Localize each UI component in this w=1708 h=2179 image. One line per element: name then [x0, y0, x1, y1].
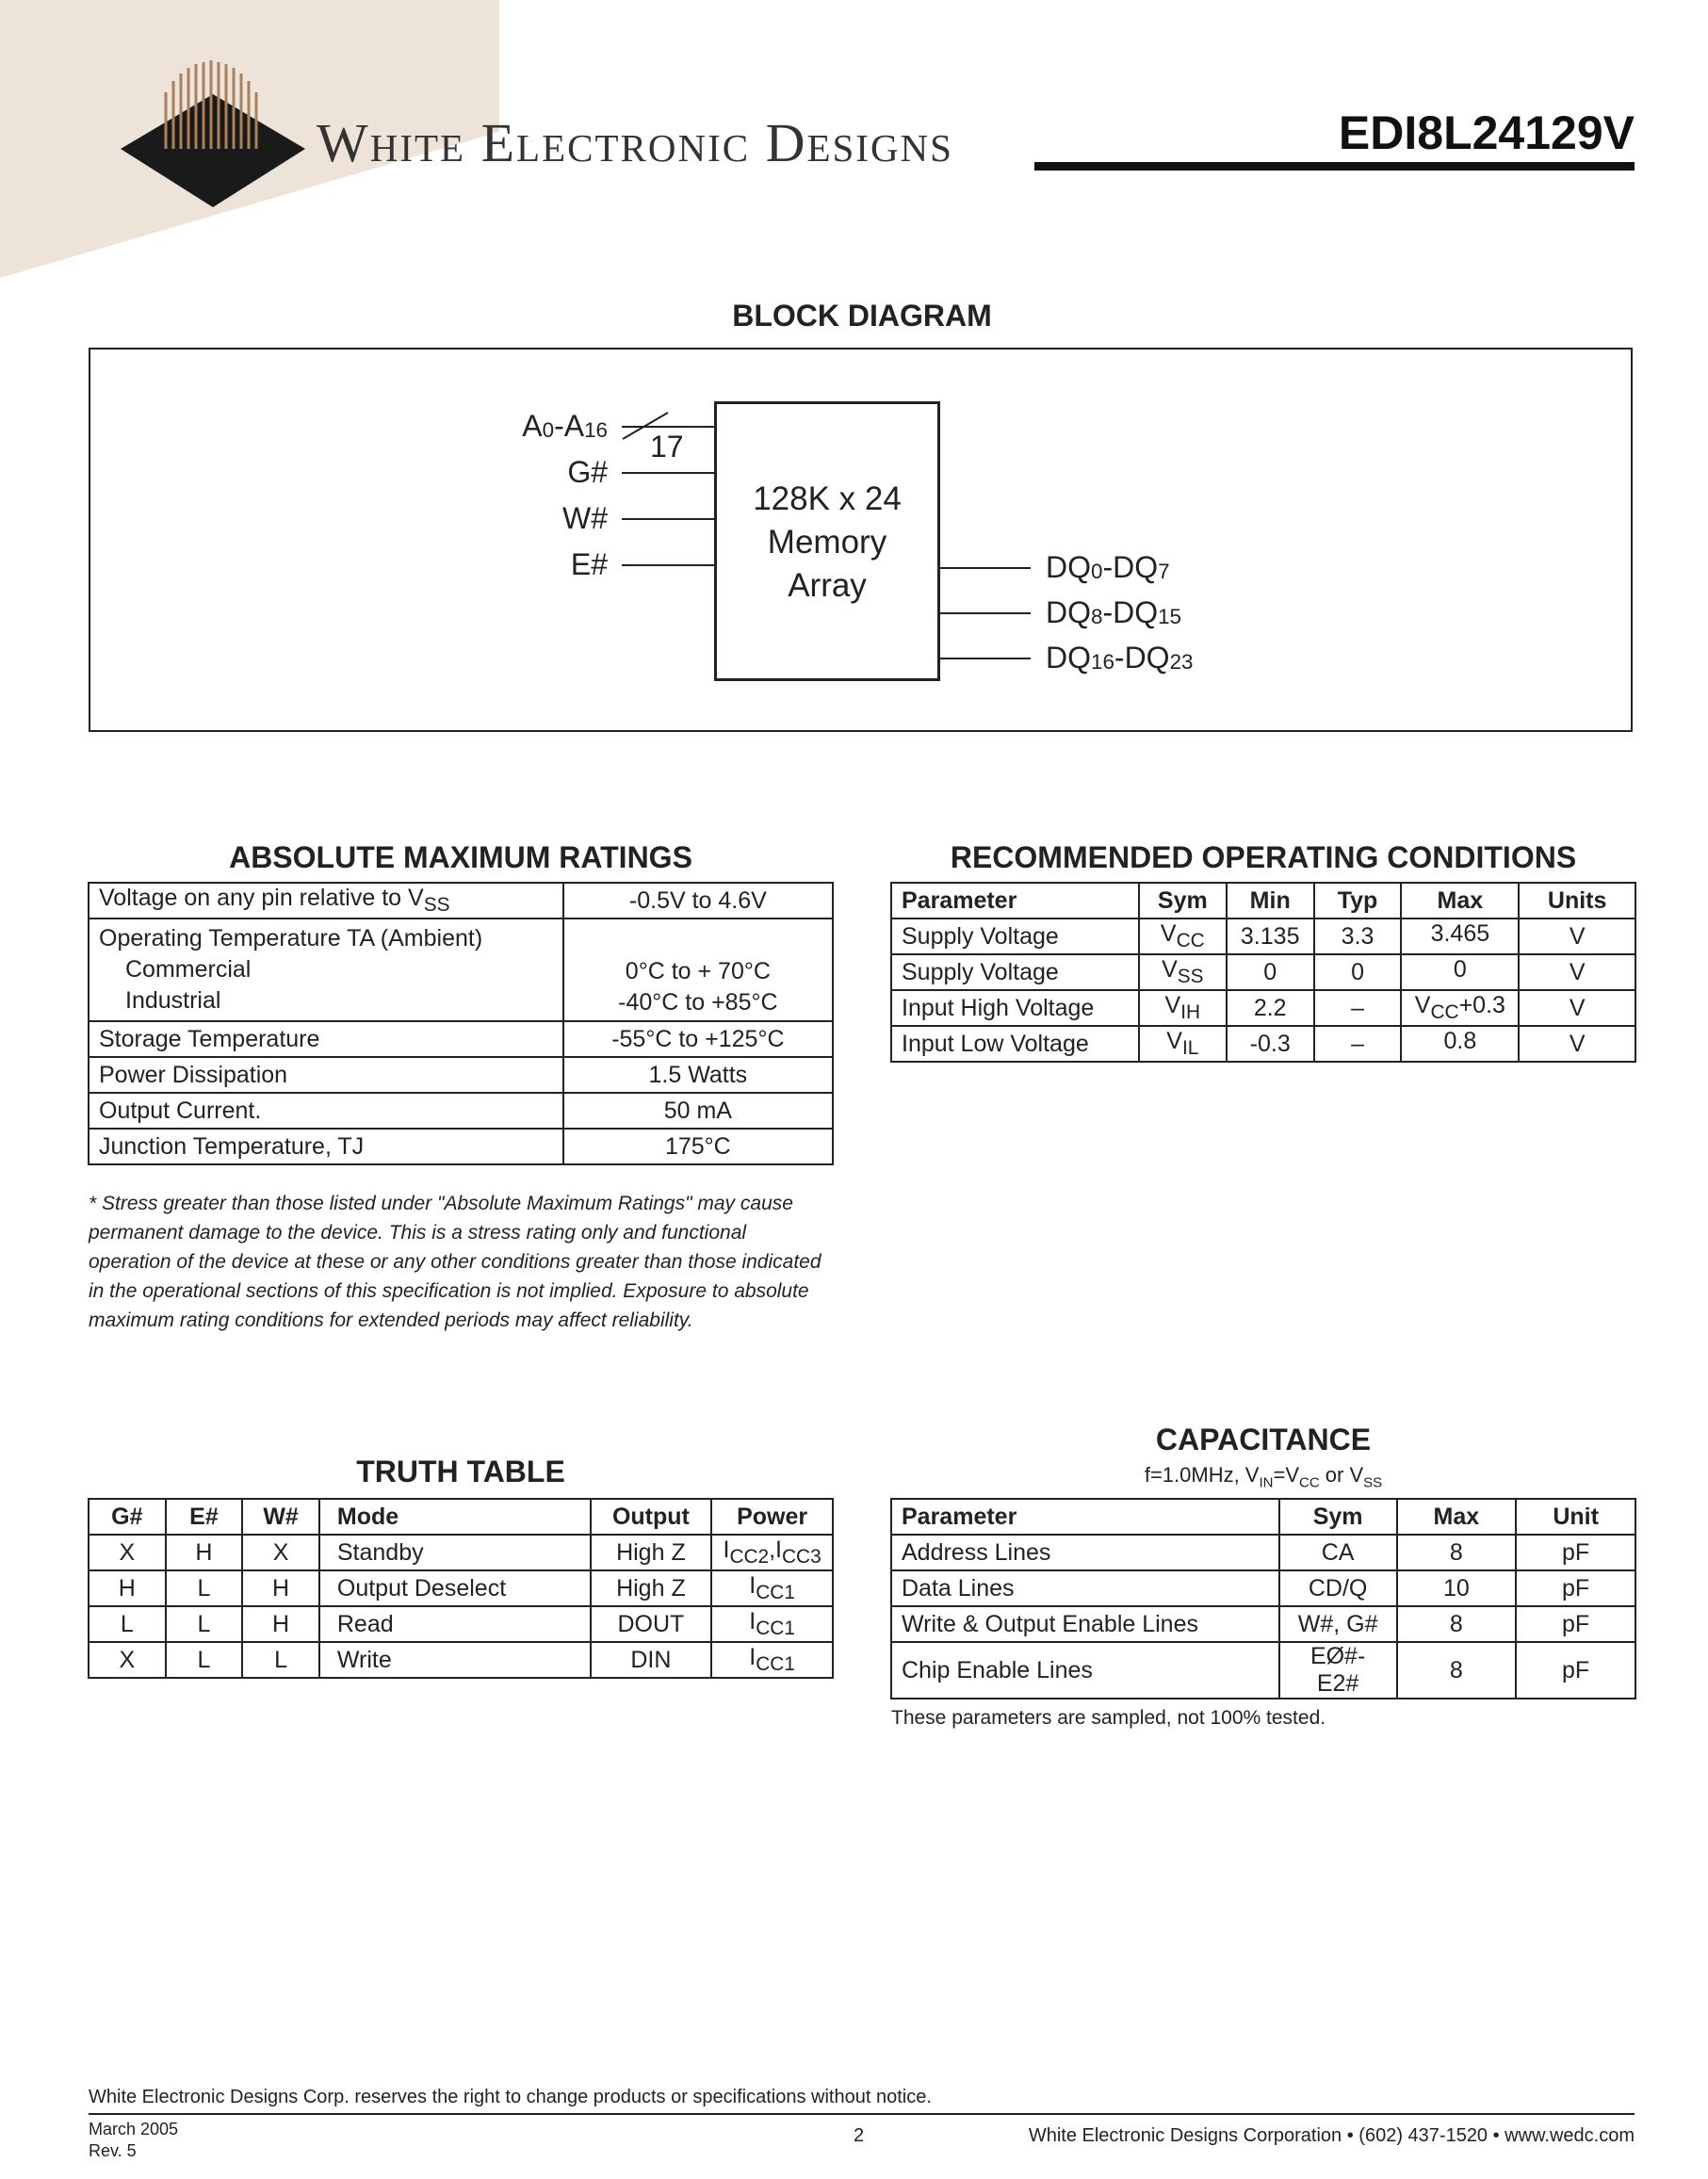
unit-cell: pF [1516, 1642, 1635, 1699]
industrial-value: -40°C to +85°C [618, 989, 778, 1016]
dq-line-2 [940, 612, 1031, 614]
memory-line-3: Array [788, 567, 867, 604]
w-cell: L [242, 1642, 319, 1678]
min-cell: 2.2 [1227, 990, 1314, 1026]
memory-line-1: 128K x 24 [753, 480, 902, 517]
footer-contact: White Electronic Designs Corporation • (602) 437-1520 • www.wedc.com [1028, 2125, 1635, 2146]
memory-line-2: Memory [767, 524, 887, 561]
sym-cell: W#, G# [1279, 1606, 1397, 1642]
typ-cell: – [1314, 1026, 1402, 1062]
min-cell: 3.135 [1227, 919, 1314, 954]
column-header: W# [242, 1499, 319, 1535]
param-cell: Data Lines [891, 1570, 1279, 1606]
memory-array-block [714, 401, 940, 681]
mode-cell: Read [319, 1606, 591, 1642]
max-cell: 8 [1397, 1642, 1517, 1699]
mode-cell: Write [319, 1642, 591, 1678]
unit-cell: pF [1516, 1570, 1635, 1606]
e-cell: H [166, 1535, 243, 1570]
value-cell [563, 919, 833, 1021]
dq-line-1 [940, 567, 1031, 569]
footer-rev: Rev. 5 [89, 2141, 137, 2160]
commercial-label: Commercial [125, 956, 252, 983]
max-cell: 0.8 [1401, 1026, 1519, 1062]
footer-rule [89, 2113, 1635, 2115]
table-header-row [891, 1499, 1635, 1535]
table-row [89, 1535, 833, 1570]
g-cell: H [89, 1570, 166, 1606]
value-cell: 175°C [563, 1129, 833, 1164]
table-header-row [89, 1499, 833, 1535]
param-cell [89, 919, 563, 1021]
sym-cell: $V_{CC}$ [1139, 919, 1227, 954]
column-header: Mode [319, 1499, 591, 1535]
capacitance-table [890, 1498, 1636, 1699]
value-cell: 1.5 Watts [563, 1057, 833, 1093]
param-cell: Supply Voltage [891, 954, 1139, 990]
g-line [622, 472, 716, 474]
header-rule [1034, 162, 1635, 171]
commercial-value: 0°C to + 70°C [625, 958, 771, 984]
truth-table [88, 1498, 834, 1679]
units-cell: V [1519, 919, 1635, 954]
sym-cell: $V_{IL}$ [1139, 1026, 1227, 1062]
min-cell: 0 [1227, 954, 1314, 990]
part-number: EDI8L24129V [1338, 106, 1635, 159]
input-g-label: G# [567, 455, 608, 489]
param-cell: Junction Temperature, TJ [89, 1129, 563, 1164]
param-cell: Power Dissipation [89, 1057, 563, 1093]
output-dq16-23-label: $DQ_{16}-DQ_{23}$ [1046, 641, 1194, 675]
sym-cell: $V_{IH}$ [1139, 990, 1227, 1026]
column-header: Unit [1516, 1499, 1635, 1535]
param-cell: Input Low Voltage [891, 1026, 1139, 1062]
max-cell: $V_{CC}+0.3$ [1401, 990, 1519, 1026]
value-cell: -55°C to +125°C [563, 1021, 833, 1057]
table-row [89, 1606, 833, 1642]
output-dq8-15-label: $DQ_8-DQ_{15}$ [1046, 595, 1182, 629]
output-cell: High Z [591, 1535, 712, 1570]
table-row [891, 919, 1635, 954]
column-header: Power [711, 1499, 833, 1535]
column-header: Parameter [891, 1499, 1279, 1535]
param-cell: Supply Voltage [891, 919, 1139, 954]
table-row [89, 1129, 833, 1164]
table-row [89, 883, 833, 919]
value-cell: -0.5V to 4.6V [563, 883, 833, 919]
input-e-label: E# [570, 547, 608, 581]
footer-date: March 2005 [89, 2120, 179, 2138]
units-cell: V [1519, 990, 1635, 1026]
mode-cell: Standby [319, 1535, 591, 1570]
page-number: 2 [854, 2125, 865, 2146]
param-cell: Output Current. [89, 1093, 563, 1129]
param-cell: Storage Temperature [89, 1021, 563, 1057]
footer-disclaimer: White Electronic Designs Corp. reserves the right to change products or specifications without notice. [89, 2087, 932, 2107]
capacitance-title: CAPACITANCE [1155, 1423, 1372, 1456]
power-cell: $I_{CC1}$ [711, 1570, 833, 1606]
power-cell: $I_{CC1}$ [711, 1606, 833, 1642]
e-cell: L [166, 1606, 243, 1642]
g-cell: X [89, 1535, 166, 1570]
power-cell: $I_{CC2},I_{CC3}$ [711, 1535, 833, 1570]
param-cell: Voltage on any pin relative to $V_{SS}$ [89, 883, 563, 919]
table-row [89, 1057, 833, 1093]
output-cell: DOUT [591, 1606, 712, 1642]
table-row [891, 1642, 1635, 1699]
input-w-label: W# [562, 501, 608, 535]
e-cell: L [166, 1642, 243, 1678]
column-header: Output [591, 1499, 712, 1535]
column-header: Parameter [891, 883, 1139, 919]
typ-cell: 0 [1314, 954, 1402, 990]
w-cell: H [242, 1570, 319, 1606]
column-header: Sym [1279, 1499, 1397, 1535]
sym-cell: CD/Q [1279, 1570, 1397, 1606]
table-row [89, 919, 833, 1021]
capacitance-note: These parameters are sampled, not 100% tested. [891, 1707, 1326, 1729]
table-row [89, 1021, 833, 1057]
table-row [891, 1026, 1635, 1062]
abs-max-title: ABSOLUTE MAXIMUM RATINGS [229, 840, 692, 874]
table-row [891, 1570, 1635, 1606]
company-name: White Electronic Designs [317, 112, 953, 173]
g-cell: X [89, 1642, 166, 1678]
table-row [891, 990, 1635, 1026]
e-cell: L [166, 1570, 243, 1606]
column-header: G# [89, 1499, 166, 1535]
w-cell: X [242, 1535, 319, 1570]
sym-cell: EØ#-E2# [1279, 1642, 1397, 1699]
w-cell: H [242, 1606, 319, 1642]
param-cell: Address Lines [891, 1535, 1279, 1570]
max-cell: 8 [1397, 1606, 1517, 1642]
column-header: Sym [1139, 883, 1227, 919]
g-cell: L [89, 1606, 166, 1642]
param-cell: Input High Voltage [891, 990, 1139, 1026]
capacitance-conditions: f=1.0MHz, $V_{IN}=V_{CC}$ or $V_{SS}$ [1144, 1463, 1383, 1491]
table-row [891, 1535, 1635, 1570]
typ-cell: – [1314, 990, 1402, 1026]
column-header: E# [166, 1499, 243, 1535]
abs-max-table [88, 882, 834, 1165]
dq-line-3 [940, 658, 1031, 659]
bus-width-label: 17 [650, 430, 684, 463]
input-address-label: $A_0-A_{16}$ [522, 409, 608, 443]
column-header: Max [1397, 1499, 1517, 1535]
max-cell: 10 [1397, 1570, 1517, 1606]
output-dq0-7-label: $DQ_0-DQ_7$ [1046, 550, 1170, 584]
value-cell: 50 mA [563, 1093, 833, 1129]
block-diagram-title: BLOCK DIAGRAM [732, 299, 992, 333]
table-header-row [891, 883, 1635, 919]
param-cell: Chip Enable Lines [891, 1642, 1279, 1699]
sym-cell: CA [1279, 1535, 1397, 1570]
table-row [891, 954, 1635, 990]
e-line [622, 564, 716, 566]
table-row [89, 1570, 833, 1606]
roc-table [890, 882, 1636, 1063]
mode-cell: Output Deselect [319, 1570, 591, 1606]
power-cell: $I_{CC1}$ [711, 1642, 833, 1678]
column-header: Units [1519, 883, 1635, 919]
truth-table-title: TRUTH TABLE [356, 1455, 565, 1488]
table-row [89, 1642, 833, 1678]
industrial-label: Industrial [125, 987, 221, 1014]
units-cell: V [1519, 954, 1635, 990]
abs-max-footnote: * Stress greater than those listed under "Absolute Maximum Ratings" may cause permanent damage to the device. This is a stress rating only and functional operation of the device at these or any other conditions greater than those indicated in the operational sections of this specification is not implied. Exposure to absolute maximum rating conditions for extended periods may affect reliability. [89, 1193, 821, 1331]
w-line [622, 518, 716, 520]
sym-cell: $V_{SS}$ [1139, 954, 1227, 990]
op-temp-label: Operating Temperature TA (Ambient) [99, 925, 483, 951]
typ-cell: 3.3 [1314, 919, 1402, 954]
output-cell: High Z [591, 1570, 712, 1606]
table-row [89, 1093, 833, 1129]
column-header: Min [1227, 883, 1314, 919]
roc-title: RECOMMENDED OPERATING CONDITIONS [950, 840, 1577, 874]
output-cell: DIN [591, 1642, 712, 1678]
max-cell: 0 [1401, 954, 1519, 990]
param-cell: Write & Output Enable Lines [891, 1606, 1279, 1642]
max-cell: 3.465 [1401, 919, 1519, 954]
unit-cell: pF [1516, 1606, 1635, 1642]
column-header: Typ [1314, 883, 1402, 919]
units-cell: V [1519, 1026, 1635, 1062]
table-row [891, 1606, 1635, 1642]
unit-cell: pF [1516, 1535, 1635, 1570]
max-cell: 8 [1397, 1535, 1517, 1570]
column-header: Max [1401, 883, 1519, 919]
min-cell: -0.3 [1227, 1026, 1314, 1062]
